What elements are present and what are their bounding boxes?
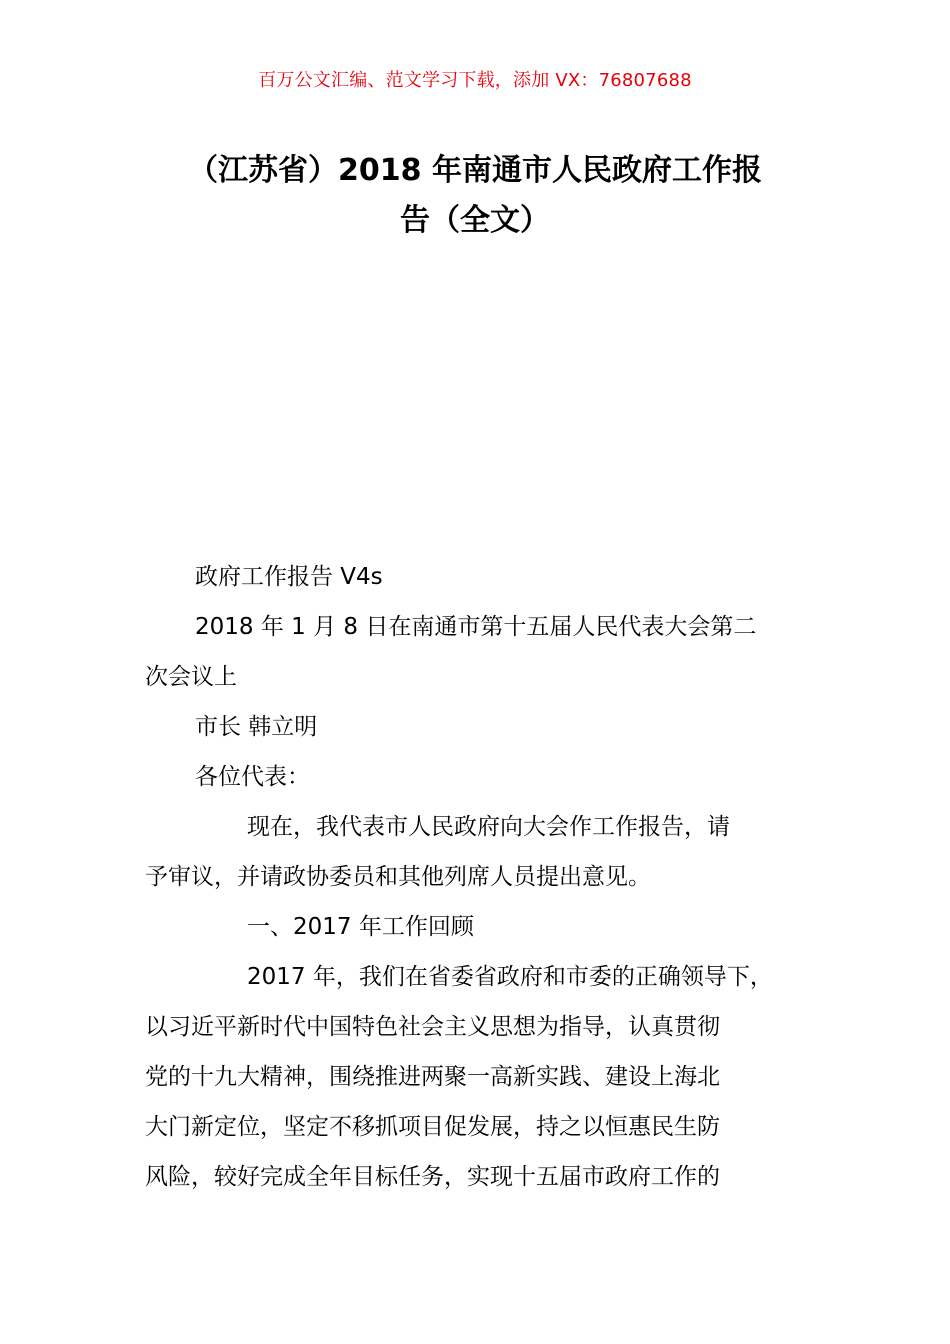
paragraph-line: 党的十九大精神，围绕推进两聚一高新实践、建设上海北: [145, 1064, 720, 1090]
paragraph-line: 以习近平新时代中国特色社会主义思想为指导，认真贯彻: [145, 1014, 720, 1040]
title-line: 告（全文）: [400, 203, 550, 238]
header-banner: 百万公文汇编、范文学习下载，添加 VX：76807688: [258, 70, 692, 91]
report-date-line: 2018 年 1 月 8 日在南通市第十五届人民代表大会第二: [195, 614, 757, 640]
report-date-line-cont: 次会议上: [145, 664, 237, 690]
paragraph-line: 予审议，并请政协委员和其他列席人员提出意见。: [145, 864, 651, 890]
document-title: [130, 146, 820, 246]
title-line: （江苏省）2018 年南通市人民政府工作报: [188, 153, 762, 188]
salutation: 各位代表：: [195, 764, 310, 790]
paragraph-line: 2017 年，我们在省委省政府和市委的正确领导下，: [247, 964, 773, 990]
document-body: [145, 552, 835, 1202]
section-heading: 一、2017 年工作回顾: [247, 914, 474, 940]
report-subtitle: 政府工作报告 V4s: [195, 564, 383, 590]
paragraph-line: 现在，我代表市人民政府向大会作工作报告，请: [247, 814, 730, 840]
report-author: 市长 韩立明: [195, 714, 318, 740]
paragraph-line: 风险，较好完成全年目标任务，实现十五届市政府工作的: [145, 1164, 720, 1190]
paragraph-line: 大门新定位，坚定不移抓项目促发展，持之以恒惠民生防: [145, 1114, 720, 1140]
